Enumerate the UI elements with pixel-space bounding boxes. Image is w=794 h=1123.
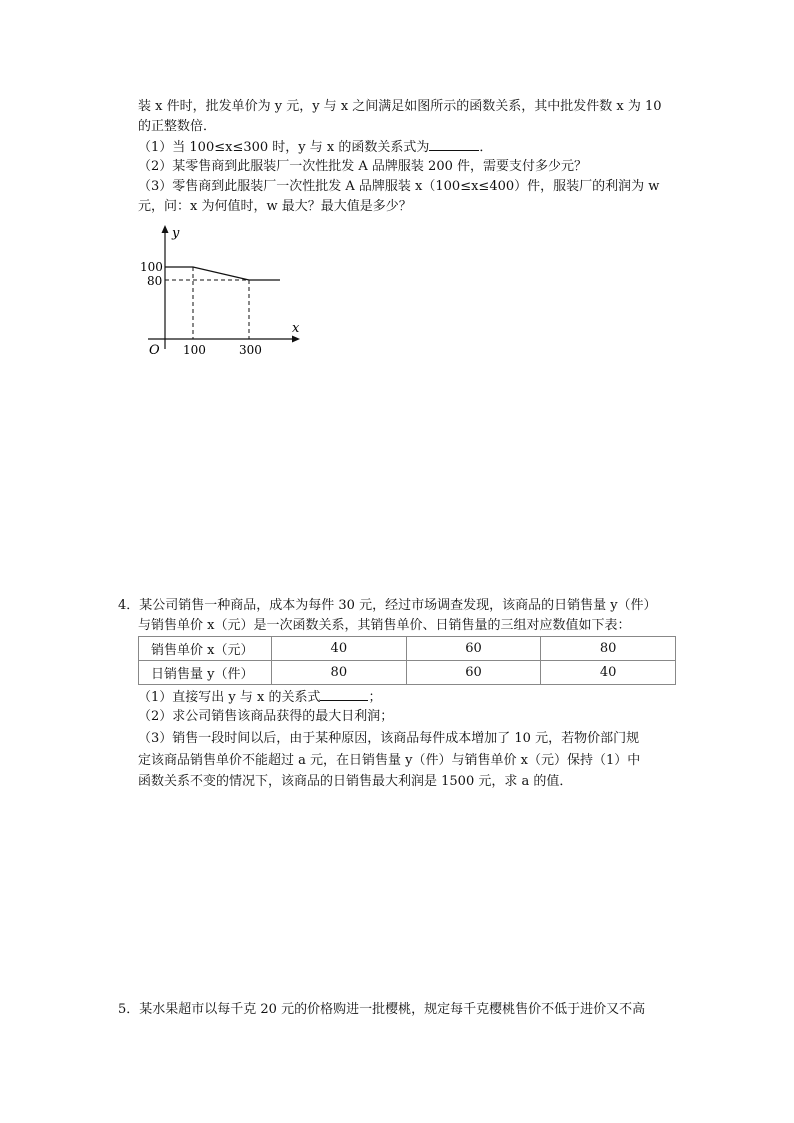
y-axis-arrow: [162, 225, 169, 233]
q3-sub1-answer-blank[interactable]: [429, 138, 479, 151]
q3-sub1-end: ．: [479, 140, 493, 155]
q3-sub1-text: （1）当 100≤x≤300 时，y 与 x 的函数关系式为: [138, 140, 430, 155]
q3-subquestion-3-line-2: 元，问：x 为何值时，w 最大？最大值是多少？: [138, 199, 412, 214]
q4-sub1-text: （1）直接写出 y 与 x 的关系式: [138, 690, 321, 705]
q4-text-line-2: 与销售单价 x（元）是一次函数关系，其销售单价、日销售量的三组对应数值如下表：: [138, 618, 631, 633]
table-cell: 80: [541, 637, 676, 661]
q4-value-table: [138, 636, 676, 685]
q3-function-graph: [130, 222, 310, 367]
q4-subquestion-3-line-1: （3）销售一段时间以后，由于某种原因，该商品每件成本增加了 10 元，若物价部门规: [138, 731, 640, 746]
q4-sub1-answer-blank[interactable]: [320, 688, 368, 701]
table-cell: 80: [272, 661, 407, 685]
q4-text-line-1: 4．某公司销售一种商品，成本为每件 30 元，经过市场调查发现，该商品的日销售量 y（件）: [118, 598, 657, 613]
table-cell: 60: [406, 637, 541, 661]
q4-subquestion-1: [138, 688, 382, 707]
y-tick-80: 80: [147, 274, 163, 288]
q3-text-line-2: 的正整数倍．: [138, 119, 217, 134]
x-axis-arrow: [292, 336, 300, 343]
x-tick-100: 100: [183, 343, 206, 357]
y-tick-100: 100: [140, 260, 163, 274]
table-row: [139, 637, 676, 661]
q4-sub1-end: ；: [368, 690, 382, 705]
x-axis-label: x: [292, 321, 300, 336]
table-cell: 40: [272, 637, 407, 661]
q4-subquestion-3-line-3: 函数关系不变的情况下，该商品的日销售最大利润是 1500 元，求 a 的值．: [138, 774, 573, 789]
q3-subquestion-1: [138, 138, 492, 157]
origin-label: O: [149, 343, 160, 358]
q4-subquestion-3-line-2: 定该商品销售单价不能超过 a 元，在日销售量 y（件）与销售单价 x（元）保持（1）中: [138, 753, 641, 768]
q3-text-line-1: 装 x 件时，批发单价为 y 元，y 与 x 之间满足如图所示的函数关系，其中批发件数 x 为 10: [138, 99, 662, 114]
table-row-header: 日销售量 y（件）: [139, 661, 272, 685]
y-axis-label: y: [172, 226, 180, 241]
table-cell: 40: [541, 661, 676, 685]
q3-subquestion-2: （2）某零售商到此服装厂一次性批发 A 品牌服装 200 件，需要支付多少元？: [138, 159, 588, 174]
q4-subquestion-2: （2）求公司销售该商品获得的最大日利润；: [138, 709, 394, 724]
x-tick-300: 300: [239, 343, 262, 357]
function-line: [165, 267, 280, 280]
table-row: [139, 661, 676, 685]
q5-text-line-1: 5．某水果超市以每千克 20 元的价格购进一批樱桃，规定每千克樱桃售价不低于进价又不高: [118, 1002, 646, 1017]
q3-subquestion-3-line-1: （3）零售商到此服装厂一次性批发 A 品牌服装 x（100≤x≤400）件，服装厂的利润为 w: [138, 179, 660, 194]
table-cell: 60: [406, 661, 541, 685]
table-row-header: 销售单价 x（元）: [139, 637, 272, 661]
